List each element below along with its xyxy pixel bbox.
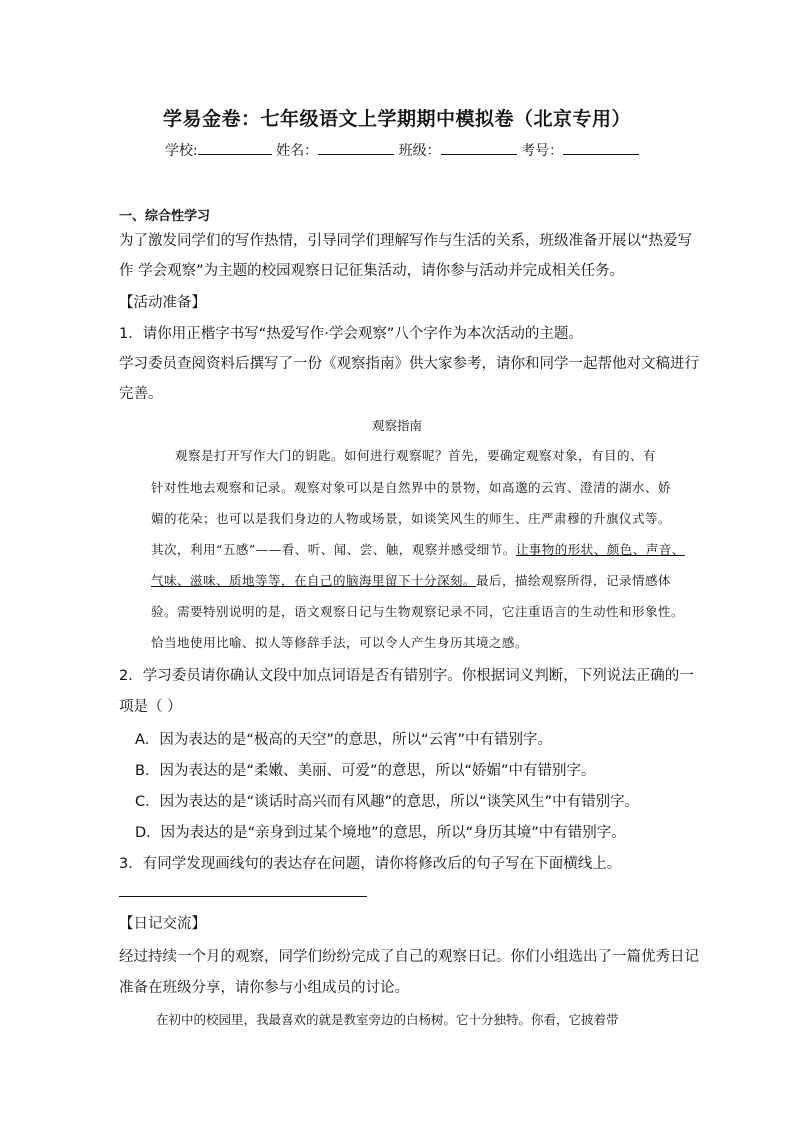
question-3: 3．有同学发现画线句的表达存在问题，请你将修改后的句子写在下面横线上。 <box>119 856 622 872</box>
intro-line-2: 作 学会观察”为主题的校园观察日记征集活动，请你参与活动并完成相关任务。 <box>119 263 625 279</box>
guide-line-7: 恰当地使用比喻、拟人等修辞手法，可以令人产生身历其境之感。 <box>151 635 529 650</box>
question-1: 1．请你用正楷字书写“热爱写作·学会观察”八个字作为本次活动的主题。 <box>119 326 583 342</box>
option-d[interactable]: D．因为表达的是“亲身到过某个境地”的意思，所以“身历其境”中有错别字。 <box>135 825 626 841</box>
name-label: 姓名： <box>276 143 319 159</box>
question-2-line-1: 2．学习委员请你确认文段中加点词语是否有错别字。你根据词义判断，下列说法正确的一 <box>119 668 694 684</box>
option-b[interactable]: B．因为表达的是“柔嫩、美丽、可爱”的意思，所以“娇媚”中有错别字。 <box>135 763 596 779</box>
id-blank[interactable] <box>563 142 639 155</box>
guide-line-5-plain: 最后，描绘观察所得，记录情感体 <box>476 573 672 588</box>
guide-line-6: 验。需要特别说明的是，语文观察日记与生物观察记录不同，它注重语言的生动性和形象性。 <box>151 604 685 619</box>
diary-excerpt: 在初中的校园里，我最喜欢的就是教室旁边的白杨树。它十分独特。你看，它披着带 <box>156 1012 619 1027</box>
class-label: 班级： <box>398 143 441 159</box>
guide-line-3: 媚的花朵；也可以是我们身边的人物或场景，如谈笑风生的师生、庄严肃穆的升旗仪式等。 <box>151 511 672 526</box>
underlined-sentence-part-2: 气味、滋味、质地等等，在自己的脑海里留下十分深刻。 <box>151 573 477 588</box>
guide-line-4 <box>151 540 685 558</box>
guide-title: 观察指南 <box>371 418 422 433</box>
school-blank[interactable] <box>198 142 272 155</box>
prep-line-2: 完善。 <box>119 386 163 402</box>
student-info-line <box>165 140 639 160</box>
name-blank[interactable] <box>318 142 394 155</box>
guide-line-2: 针对性地去观察和记录。观察对象可以是自然界中的景物，如高邈的云宵、澄清的湖水、娇 <box>151 480 672 495</box>
prep-line-1: 学习委员查阅资料后撰写了一份《观察指南》供大家参考，请你和同学一起帮他对文稿进行 <box>119 356 699 372</box>
prep-heading: 【活动准备】 <box>119 295 206 311</box>
section-heading: 一、综合性学习 <box>119 209 211 224</box>
intro-line-1: 为了激发同学们的写作热情，引导同学们理解写作与生活的关系，班级准备开展以“热爱写 <box>119 233 693 249</box>
question-2-line-2: 项是（ ） <box>119 699 182 715</box>
diary-heading: 【日记交流】 <box>119 916 206 932</box>
school-label: 学校: <box>165 143 198 159</box>
class-blank[interactable] <box>441 142 517 155</box>
guide-line-4-plain: 其次，利用“五感”——看、听、闻、尝、触，观察并感受细节。 <box>151 542 516 557</box>
id-label: 考号： <box>521 143 564 159</box>
guide-line-5 <box>151 571 671 589</box>
guide-line-1: 观察是打开写作大门的钥匙。如何进行观察呢？首先，要确定观察对象，有目的、有 <box>175 448 657 463</box>
option-a[interactable]: A．因为表达的是“极高的天空”的意思，所以“云宵”中有错别字。 <box>135 732 552 748</box>
answer-line[interactable] <box>119 896 367 897</box>
page-title: 学易金卷：七年级语文上学期期中模拟卷（北京专用） <box>162 108 631 130</box>
diary-intro-line-1: 经过持续一个月的观察，同学们纷纷完成了自己的观察日记。你们小组选出了一篇优秀日记 <box>119 949 699 965</box>
diary-intro-line-2: 准备在班级分享，请你参与小组成员的讨论。 <box>119 980 409 996</box>
option-c[interactable]: C．因为表达的是“谈话时高兴而有风趣”的意思，所以“谈笑风生”中有错别字。 <box>135 794 640 810</box>
underlined-sentence-part-1: 让事物的形状、颜色、声音、 <box>515 542 685 557</box>
